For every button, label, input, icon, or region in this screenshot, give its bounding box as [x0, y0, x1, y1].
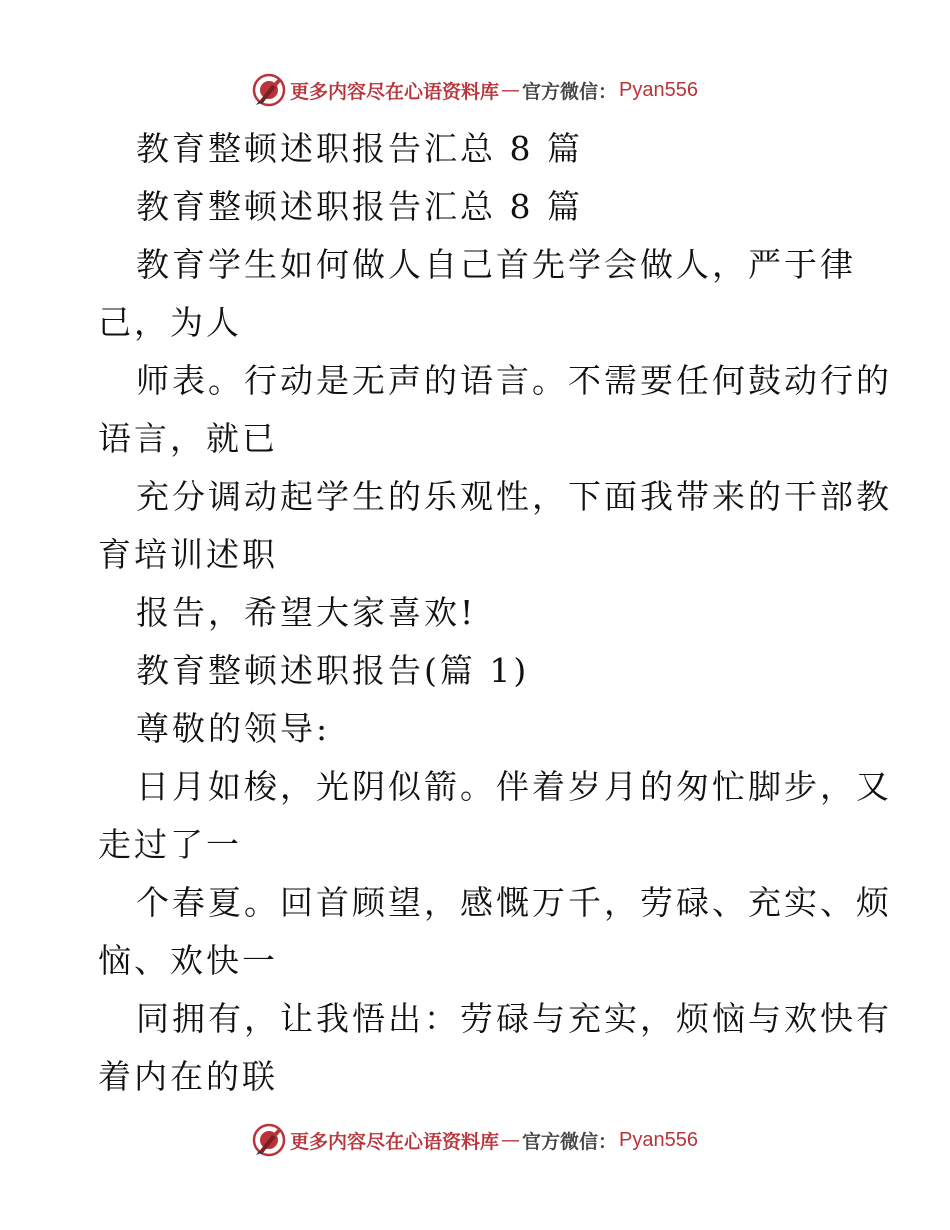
wechat-id: Pyan556 — [619, 78, 698, 101]
paragraph-line: 育培训述职 — [98, 535, 278, 574]
wechat-id: Pyan556 — [619, 1128, 698, 1151]
paragraph-line: 师表。行动是无声的语言。不需要任何鼓动行的 — [136, 361, 892, 400]
header-watermark — [0, 68, 950, 112]
paragraph-line: 走过了一 — [98, 825, 242, 864]
salutation: 尊敬的领导: — [136, 709, 331, 748]
paragraph-line: 充分调动起学生的乐观性，下面我带来的干部教 — [136, 477, 892, 516]
paragraph-line: 着内在的联 — [98, 1057, 278, 1096]
watermark-text: 更多内容尽在心语资料库 — [290, 80, 500, 103]
paragraph-line: 己，为人 — [98, 303, 242, 342]
paragraph-line: 日月如梭，光阴似箭。伴着岁月的匆忙脚步，又 — [136, 767, 892, 806]
watermark-dash: — — [501, 79, 521, 101]
watermark-dash: — — [501, 1129, 521, 1151]
paragraph-line: 个春夏。回首顾望，感慨万千，劳碌、充实、烦 — [136, 883, 892, 922]
paragraph-line: 语言，就已 — [98, 419, 278, 458]
paragraph-line: 同拥有，让我悟出：劳碌与充实，烦恼与欢快有 — [136, 999, 892, 1038]
watermark-text: 更多内容尽在心语资料库 — [290, 1130, 500, 1153]
pen-logo-icon — [252, 73, 286, 107]
paragraph-line: 报告，希望大家喜欢! — [136, 593, 477, 632]
paragraph-line: 教育学生如何做人自己首先学会做人，严于律 — [136, 245, 856, 284]
footer-watermark — [0, 1118, 950, 1162]
paragraph-line: 恼、欢快一 — [98, 941, 278, 980]
doc-title-repeat: 教育整顿述职报告汇总 8 篇 — [136, 187, 583, 226]
doc-title: 教育整顿述职报告汇总 8 篇 — [136, 129, 583, 168]
wechat-label: 官方微信： — [522, 1130, 618, 1153]
pen-logo-icon — [252, 1123, 286, 1157]
section-heading: 教育整顿述职报告(篇 1) — [136, 651, 530, 690]
wechat-label: 官方微信： — [522, 80, 618, 103]
